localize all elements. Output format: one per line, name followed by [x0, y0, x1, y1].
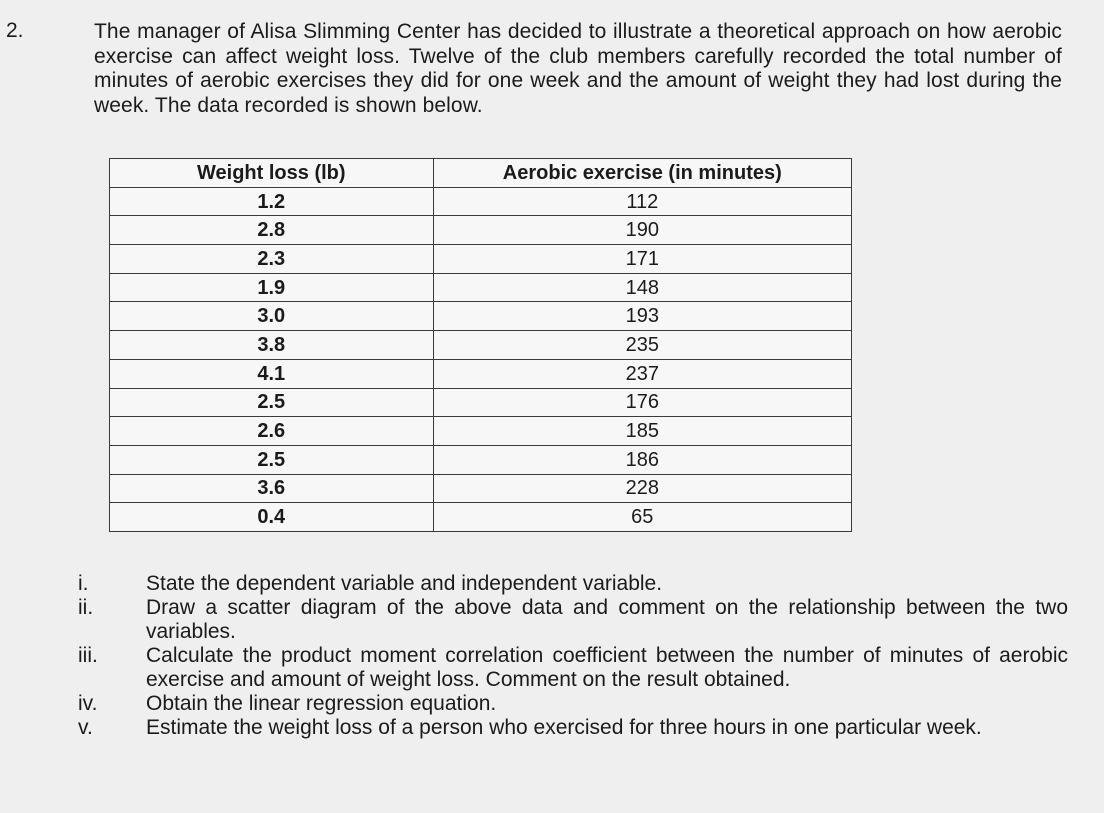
weight-loss-cell: 3.6: [110, 474, 434, 503]
question-part-ii: [78, 596, 1068, 644]
table-row: [110, 216, 852, 245]
header-weight-loss: Weight loss (lb): [110, 159, 434, 188]
part-text: Estimate the weight loss of a person who exercised for three hours in one particular week.: [146, 716, 982, 739]
exercise-minutes-cell: 171: [433, 245, 851, 274]
exercise-minutes-cell: 176: [433, 388, 851, 417]
table-row: [110, 273, 852, 302]
table-row: [110, 245, 852, 274]
question-part-iii: [78, 644, 1068, 692]
weight-loss-cell: 2.8: [110, 216, 434, 245]
question-part-v: [78, 716, 1068, 740]
question-intro: The manager of Alisa Slimming Center has decided to illustrate a theoretical approach on how aerobic exercise can affect weight loss. Twelve of the club members carefully recorded the total number of minutes of aerobic exercises they did for one week and the amount of weight they had lost during the week. The data recorded is shown below.: [94, 20, 1062, 117]
table-row: [110, 445, 852, 474]
question-parts: [78, 572, 1068, 740]
question-number: 2.: [6, 19, 24, 42]
weight-loss-cell: 1.9: [110, 273, 434, 302]
weight-loss-cell: 3.8: [110, 331, 434, 360]
part-numeral: ii.: [78, 596, 94, 619]
header-aerobic-exercise: Aerobic exercise (in minutes): [433, 159, 851, 188]
part-numeral: iii.: [78, 644, 98, 667]
table-row: [110, 187, 852, 216]
exercise-minutes-cell: 228: [433, 474, 851, 503]
table-row: [110, 417, 852, 446]
exercise-minutes-cell: 186: [433, 445, 851, 474]
weight-loss-cell: 3.0: [110, 302, 434, 331]
exercise-minutes-cell: 235: [433, 331, 851, 360]
exercise-minutes-cell: 237: [433, 359, 851, 388]
part-numeral: iv.: [78, 692, 98, 715]
part-text: Obtain the linear regression equation.: [146, 692, 497, 715]
weight-loss-cell: 2.3: [110, 245, 434, 274]
weight-loss-cell: 1.2: [110, 187, 434, 216]
exercise-minutes-cell: 185: [433, 417, 851, 446]
question-part-iv: [78, 692, 1068, 716]
table-row: [110, 388, 852, 417]
table-row: [110, 359, 852, 388]
weight-loss-cell: 0.4: [110, 503, 434, 532]
exercise-minutes-cell: 193: [433, 302, 851, 331]
weight-loss-cell: 2.6: [110, 417, 434, 446]
part-text: State the dependent variable and independent variable.: [146, 572, 663, 595]
exercise-minutes-cell: 190: [433, 216, 851, 245]
table-row: [110, 302, 852, 331]
table-header-row: [110, 159, 852, 188]
part-numeral: v.: [78, 716, 93, 739]
weight-loss-cell: 2.5: [110, 388, 434, 417]
question-part-i: [78, 572, 1068, 596]
part-text: Calculate the product moment correlation coefficient between the number of minutes of aerobic exercise and amount of weight loss. Comment on the result obtained.: [146, 644, 1068, 691]
part-numeral: i.: [78, 572, 89, 595]
exercise-minutes-cell: 148: [433, 273, 851, 302]
weight-loss-cell: 4.1: [110, 359, 434, 388]
data-table: [109, 158, 852, 532]
exercise-minutes-cell: 65: [433, 503, 851, 532]
part-text: Draw a scatter diagram of the above data and comment on the relationship between the two variables.: [146, 596, 1068, 643]
table-row: [110, 503, 852, 532]
table-row: [110, 331, 852, 360]
exercise-minutes-cell: 112: [433, 187, 851, 216]
weight-loss-cell: 2.5: [110, 445, 434, 474]
table-row: [110, 474, 852, 503]
